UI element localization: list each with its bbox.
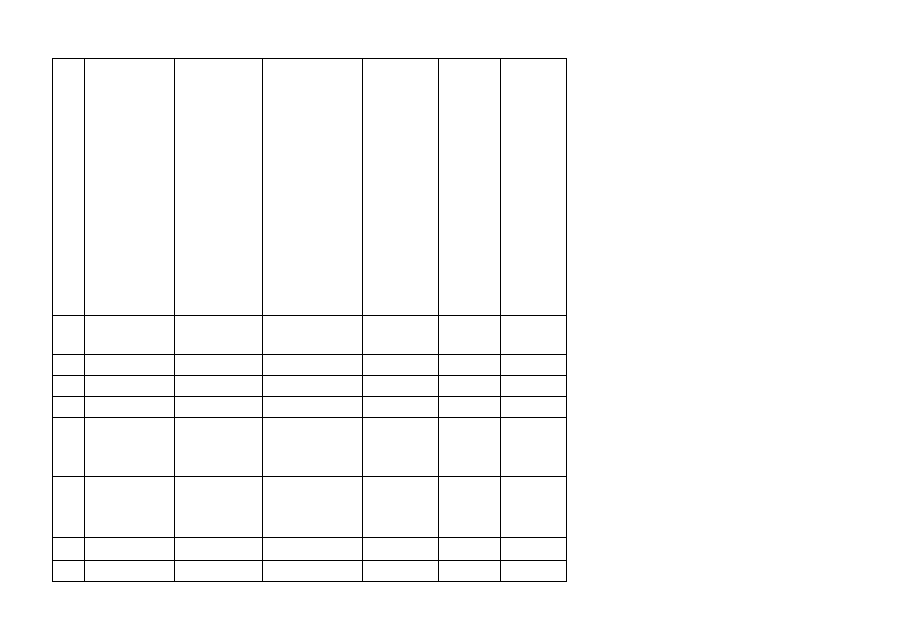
table-cell (263, 355, 363, 376)
table-cell (501, 538, 567, 561)
table-cell (439, 59, 501, 316)
table-row (53, 561, 567, 582)
table-cell (53, 59, 85, 316)
table-cell (363, 355, 439, 376)
table-cell (501, 355, 567, 376)
table-cell (439, 561, 501, 582)
table-cell (53, 418, 85, 477)
table-cell (439, 397, 501, 418)
table-cell (439, 418, 501, 477)
table-row (53, 59, 567, 316)
table-cell (85, 538, 175, 561)
table-cell (175, 316, 263, 355)
table-row (53, 477, 567, 538)
table-cell (263, 59, 363, 316)
table-cell (53, 376, 85, 397)
table-cell (501, 561, 567, 582)
table-cell (85, 418, 175, 477)
table-cell (363, 418, 439, 477)
table-cell (363, 376, 439, 397)
table-cell (363, 561, 439, 582)
table-cell (85, 316, 175, 355)
table-row (53, 316, 567, 355)
table-cell (501, 316, 567, 355)
table-cell (175, 397, 263, 418)
table-cell (363, 538, 439, 561)
table-cell (263, 538, 363, 561)
table-cell (263, 477, 363, 538)
table-cell (501, 397, 567, 418)
table-cell (85, 561, 175, 582)
table-cell (53, 316, 85, 355)
table-cell (85, 397, 175, 418)
table-cell (363, 477, 439, 538)
table-row (53, 538, 567, 561)
table-cell (85, 59, 175, 316)
table-cell (363, 59, 439, 316)
table-cell (53, 538, 85, 561)
table-cell (175, 59, 263, 316)
table-cell (363, 397, 439, 418)
table-cell (263, 376, 363, 397)
table-row (53, 418, 567, 477)
table-cell (263, 561, 363, 582)
table-cell (439, 376, 501, 397)
table-cell (175, 355, 263, 376)
table-cell (175, 538, 263, 561)
table-cell (501, 477, 567, 538)
spreadsheet-page (52, 58, 566, 582)
data-table (52, 58, 567, 582)
table-cell (501, 59, 567, 316)
table-cell (85, 477, 175, 538)
table-cell (439, 538, 501, 561)
table-cell (501, 376, 567, 397)
table-cell (439, 355, 501, 376)
table-cell (53, 477, 85, 538)
table-cell (263, 316, 363, 355)
table-cell (85, 376, 175, 397)
table-cell (175, 561, 263, 582)
table-cell (263, 397, 363, 418)
table-row (53, 376, 567, 397)
table-cell (53, 561, 85, 582)
table-cell (53, 397, 85, 418)
table-cell (501, 418, 567, 477)
table-cell (175, 376, 263, 397)
table-cell (53, 355, 85, 376)
table-row (53, 397, 567, 418)
table-cell (439, 316, 501, 355)
table-cell (175, 477, 263, 538)
table-row (53, 355, 567, 376)
table-cell (363, 316, 439, 355)
table-cell (439, 477, 501, 538)
table-cell (263, 418, 363, 477)
table-cell (175, 418, 263, 477)
table-cell (85, 355, 175, 376)
